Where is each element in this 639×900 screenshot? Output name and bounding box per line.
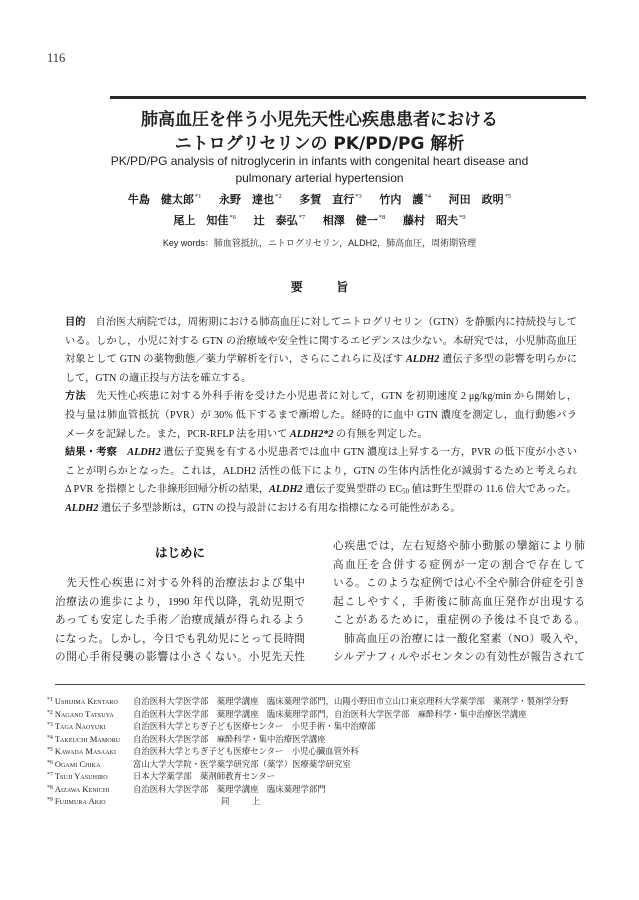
footnote-name: Fujimura Akio <box>54 797 106 807</box>
footnote <box>47 796 587 809</box>
author-name: 多賀 直行 <box>299 194 355 206</box>
body-column-left <box>55 575 305 668</box>
title-english-line: PK/PD/PG analysis of nitroglycerin in infants with congenital heart disease and <box>110 154 529 168</box>
abstract-line <box>65 444 577 463</box>
abstract-line <box>65 407 577 426</box>
author <box>219 190 282 211</box>
abstract-body <box>65 314 577 519</box>
abstract-line <box>65 333 577 352</box>
footnote-author <box>47 696 133 709</box>
body-text-line: 先天性心疾患に対する外科的治療法および集中 <box>55 578 305 589</box>
author-footnote-mark: *8 <box>378 214 386 222</box>
abstract-text: 対象として GTN の薬物動態／薬力学解析を行い，さらにこれらに及ぼす <box>65 354 406 366</box>
abstract-text: して，GTN の適正投与方法を確立する。 <box>65 372 252 384</box>
footnote-affiliation-9: 同 上 <box>221 797 268 807</box>
footnote-name: Aizawa Kenichi <box>54 784 110 794</box>
footnote <box>47 709 587 722</box>
body-text-line: いる。このような症例では心不全や肺合併症を引き <box>333 578 585 589</box>
gene-name: ALDH2 <box>65 502 99 514</box>
abstract-text: 遺伝子多型の影響を明らかに <box>439 354 577 366</box>
abstract-line <box>65 481 577 500</box>
author-footnote-mark: *7 <box>298 214 306 222</box>
footnote-affiliation-3: 自治医科大学とちぎ子ども医療センター 小児手術・集中治療部 <box>133 722 376 732</box>
body-text-line: 高血圧を合併する症例が一定の割合で存在して <box>333 559 585 571</box>
footnote-mark: *1 <box>47 697 53 704</box>
abstract-text: いる。しかし，小児に対する GTN の治療域や安全性に関するエビデンスは少ない。本研究では，小児肺高血圧 <box>65 335 577 347</box>
footnote-author <box>47 746 133 759</box>
footnote-mark: *9 <box>47 797 53 804</box>
abstract-line <box>65 388 577 407</box>
footnote <box>47 746 587 759</box>
abstract-text: Δ PVR を指標とした非線形回帰分析の結果， <box>65 484 270 496</box>
author <box>299 190 362 211</box>
abstract-line <box>65 314 577 333</box>
footnote-author <box>47 734 133 747</box>
footnote-affiliation-6: 富山大学大学院・医学薬学研究部（薬学）医療薬学研究室 <box>133 759 351 769</box>
author-name: 藤村 昭夫 <box>402 215 458 227</box>
author-footnote-mark: *9 <box>458 214 466 222</box>
footnote-affiliation-7: 日本大学薬学部 薬剤師教育センター <box>133 772 276 782</box>
footnote <box>47 759 587 772</box>
abstract-text: 値は野生型群の 11.6 倍大であった。 <box>409 484 577 496</box>
author-name: 相澤 健一 <box>322 215 378 227</box>
author <box>449 190 512 211</box>
footnote-affiliation-4: 自治医科大学医学部 麻酔科学・集中治療医学講座 <box>133 734 326 744</box>
gene-name: ALDH2 <box>127 447 161 459</box>
title-english-line: pulmonary arterial hypertension <box>235 171 404 185</box>
author-name: 竹内 護 <box>379 194 424 206</box>
page-number: 116 <box>47 51 66 65</box>
author <box>254 211 306 232</box>
footnote <box>47 696 587 709</box>
author <box>323 211 386 232</box>
abstract-text: 自治医大病院では，周術期における肺高血圧に対してニトログリセリン（GTN）を静脈内に持続投与して <box>95 317 577 328</box>
author-name: 河田 政明 <box>448 194 504 206</box>
abstract-text: 遺伝子変異を有する小児患者では血中 GTN 濃度は上昇する一方，PVR の低下度が小さい <box>160 447 577 459</box>
abstract-text: の有無を判定した。 <box>333 428 428 440</box>
abstract-text: 投与量は肺血管抵抗（PVR）が 30% 低下するまで漸増した。経時的に血中 GTN 濃度を測定し，血行動態パラ <box>65 409 577 421</box>
author-footnote-mark: *6 <box>229 214 237 222</box>
title-english <box>0 153 639 187</box>
footnote-mark: *2 <box>47 709 53 716</box>
keywords <box>0 236 639 250</box>
footnote-mark: *3 <box>47 722 53 729</box>
body-text-line: 起こしやすく，手術後に肺高血圧発作が出現する <box>333 596 585 608</box>
abstract-section-label: 目的 <box>65 317 86 328</box>
footnote-mark: *8 <box>47 784 53 791</box>
gene-name: ALDH2 <box>269 484 303 496</box>
footnote-name: Kawada Masaaki <box>54 747 117 757</box>
gene-name: ALDH2 <box>405 354 440 366</box>
footnote-mark: *7 <box>47 772 53 779</box>
body-text-line: あっても安定した手術／治療成績が得られるよう <box>55 615 305 626</box>
title-japanese <box>0 108 639 156</box>
abstract-line <box>65 463 577 482</box>
author <box>403 211 466 232</box>
abstract-section-label: 方法 <box>65 391 87 403</box>
footnote-author <box>47 796 133 809</box>
body-column-right <box>333 538 585 668</box>
footnote-rule <box>55 684 585 685</box>
footnote-author <box>47 709 133 722</box>
abstract-text: メータを記録した。また，PCR-RFLP 法を用いて <box>65 428 290 440</box>
body-text-line: 肺高血圧の治療には一酸化窒素（NO）吸入や， <box>333 633 585 645</box>
footnote-mark: *5 <box>47 747 53 754</box>
author-footnote-mark: *1 <box>194 193 202 201</box>
author-name: 永野 達也 <box>219 194 275 206</box>
author-name: 辻 泰弘 <box>253 215 298 227</box>
author-footnote-mark: *5 <box>504 193 512 201</box>
footnote-author <box>47 759 133 772</box>
body-text-line: ことがあるために，重症例の予後は不良である。 <box>333 615 585 626</box>
abstract-line <box>65 500 577 519</box>
author-line <box>0 211 639 232</box>
body-text-line: の開心手術侵襲の影響は小さくない。小児先天性 <box>55 652 305 663</box>
footnote-mark: *6 <box>47 759 53 766</box>
footnote-name: Taga Naoyuki <box>54 722 106 732</box>
author-footnote-mark: *2 <box>275 193 282 201</box>
gene-name: ALDH2*2 <box>289 428 334 440</box>
footnote-name: Tsuji Yasuhiro <box>54 772 108 782</box>
footnote <box>47 721 587 734</box>
author-footnote-mark: *4 <box>424 193 431 201</box>
footnote <box>47 771 587 784</box>
abstract-text: 遺伝子多型診断は，GTN の投与設計における有用な指標になる可能性がある。 <box>98 502 461 514</box>
footnotes <box>47 696 587 809</box>
footnote <box>47 734 587 747</box>
footnote-author <box>47 771 133 784</box>
author-line <box>0 190 639 211</box>
footnote-name: Nagano Tatsuya <box>54 709 114 719</box>
body-text-line: 治療法の進歩により，1990 年代以降，乳幼児期で <box>55 596 305 608</box>
author <box>379 190 431 211</box>
footnote-author <box>47 784 133 797</box>
footnote-affiliation-1: 自治医科大学医学部 薬理学講座 臨床薬理学部門，山陽小野田市立山口東京理科大学薬学部 薬剤学・製剤学分野 <box>133 697 569 706</box>
abstract-text: 遺伝子変異型群の EC <box>302 484 403 496</box>
footnote-affiliation-8: 自治医科大学医学部 薬理学講座 臨床薬理学部門 <box>133 784 326 794</box>
body-text-line: 心疾患では，左右短絡や肺小動脈の攣縮により肺 <box>333 541 585 552</box>
subscript: 50 <box>402 489 410 497</box>
author-name: 牛島 健太郎 <box>127 194 194 206</box>
title-japanese-line: 肺高血圧を伴う小児先天性心疾患患者における <box>141 110 498 130</box>
footnote-name: Ushijima Kentaro <box>54 697 118 706</box>
footnote-author <box>47 721 133 734</box>
author <box>173 211 236 232</box>
footnote-mark: *4 <box>47 734 53 741</box>
footnote-name: Takeuchi Mamoru <box>54 734 121 744</box>
abstract-text: 先天性心疾患に対する外科手術を受けた小児患者に対して，GTN を初期速度 2 μg/kg/min から開始し， <box>96 391 577 403</box>
abstract-line <box>65 351 577 370</box>
body-text-line: になった。しかし，今日でも乳幼児にとって長時間 <box>55 633 305 645</box>
abstract-heading: 要 旨 <box>290 280 360 294</box>
footnote-name: Ogami Chika <box>54 759 101 769</box>
abstract-text: ことが明らかとなった。これは，ALDH2 活性の低下により，GTN の生体内活性化が減弱するためと考えられ <box>65 465 577 477</box>
section-heading-introduction: はじめに <box>154 545 205 560</box>
author <box>128 190 202 211</box>
footnote-affiliation-5: 自治医科大学とちぎ子ども医療センター 小児心臓血管外科 <box>133 747 359 757</box>
abstract-line <box>65 370 577 389</box>
footnote-affiliation-2: 自治医科大学医学部 薬理学講座 臨床薬理学部門，自治医科大学医学部 麻酔科学・集中治療医学講座 <box>133 709 527 719</box>
keywords-label: Key words： <box>162 238 214 248</box>
footnote <box>47 784 587 797</box>
abstract-line <box>65 426 577 445</box>
title-japanese-line: ニトログリセリンの PK/PD/PG 解析 <box>174 134 465 154</box>
author-list <box>0 190 639 232</box>
author-name: 尾上 知佳 <box>173 215 229 227</box>
header-rule <box>110 96 586 99</box>
body-text-line: シルデナフィルやボセンタンの有効性が報告されて <box>333 652 585 663</box>
author-footnote-mark: *3 <box>355 193 362 201</box>
abstract-section-label: 結果・考察 <box>65 447 118 459</box>
keywords-text: 肺血管抵抗，ニトログリセリン，ALDH2，肺高血圧，周術期管理 <box>213 238 477 248</box>
